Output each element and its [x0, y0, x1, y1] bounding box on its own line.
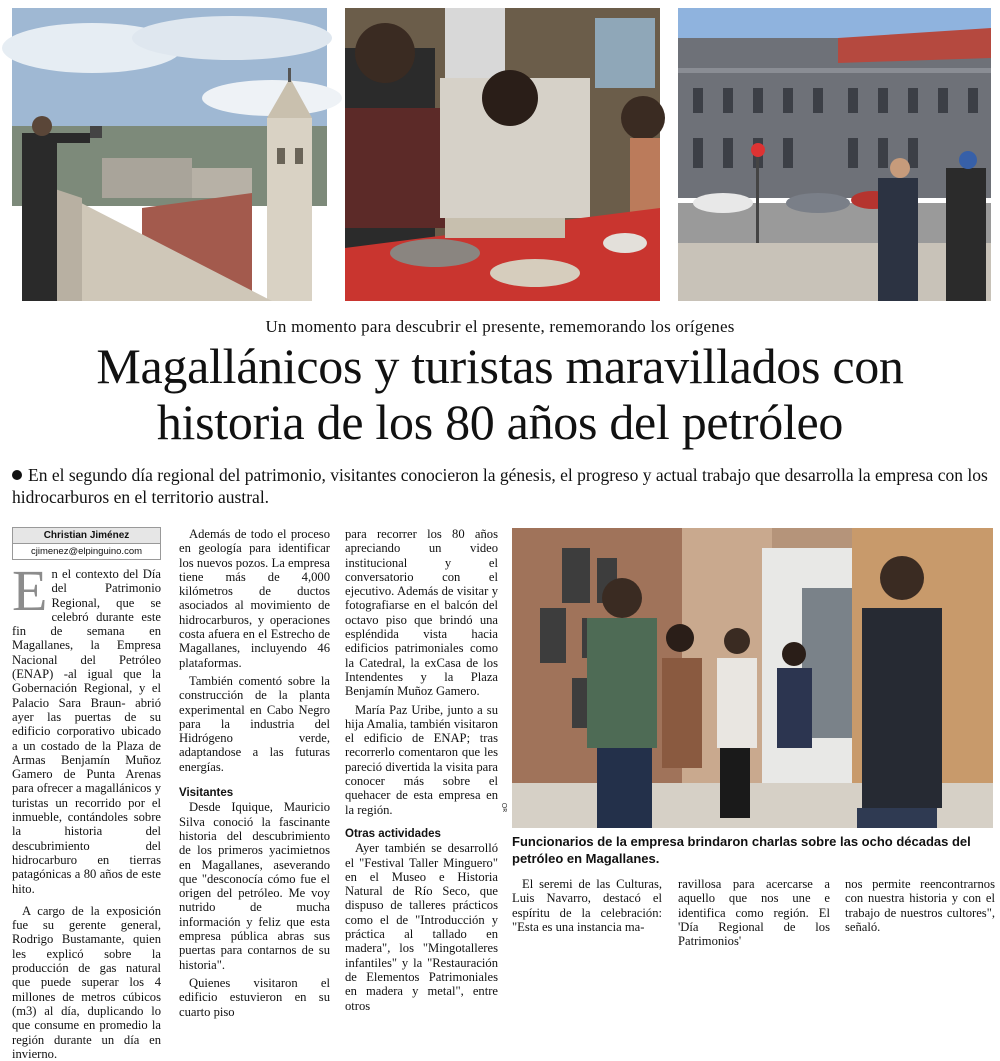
article-column-2 — [179, 527, 330, 1019]
column-paragraph: María Paz Uribe, junto a su hija Amalia, también visitaron el edificio de ENAP; tras recorrerlo comentaron que les pareció divertida la visita para conocer más sobre el quehacer de esta empresa en la región. — [345, 702, 498, 817]
article-column-1 — [12, 558, 161, 1061]
article-column-3 — [345, 527, 498, 1013]
drop-cap: E — [12, 558, 48, 623]
column-paragraph: Quienes visitaron el edificio estuvieron en su cuarto piso — [179, 975, 330, 1019]
column-paragraph: Desde Iquique, Mauricio Silva conoció la fascinante historia del descubrimiento de los primeros yacimietnos en Magallanes, aseverando que "desconocía cómo fue el origen del petróleo. Me voy nutrido de mucha información y feliz que esta empresa pública abras sus puertas para contarnos de su historia". — [179, 800, 330, 972]
column-paragraph: Además de todo el proceso en geología para identificar los nuevos pozos. La empresa tiene más de 4,000 kilómetros de ductos asociados al movimiento de hidrocarburos, y operaciones costa afuera en el Estrecho de Magallanes, incluyendo 46 plataformas. — [179, 527, 330, 670]
author-name: Christian Jiménez — [13, 528, 160, 544]
byline — [12, 527, 161, 560]
column-paragraph: También comentó sobre la construcción de la planta experimental en Cabo Negro para la industria del Hidrógeno verde, adaptandose a las futuras energías. — [179, 673, 330, 774]
author-email: cjimenez@elpinguino.com — [30, 546, 143, 557]
lead-text: En el segundo día regional del patrimonio, visitantes conocieron la génesis, el progreso y actual trabajo que desarrolla la empresa con los hidrocarburos en el territorio austral. — [12, 465, 988, 507]
bottom-column-3: nos permite reencontrarnos con nuestra historia y con el trabajo de nuestros cultores", señaló. — [845, 877, 995, 934]
bullet-icon — [12, 470, 22, 480]
photo-workshop-table — [345, 8, 660, 301]
kicker: Un momento para descubrir el presente, rememorando los orígenes — [265, 317, 735, 336]
photo-plaza-building — [678, 8, 991, 301]
headline-line-1: Magallánicos y turistas maravillados con — [96, 338, 904, 394]
headline — [0, 338, 1000, 450]
column-paragraph: A cargo de la exposición fue su gerente general, Rodrigo Bustamante, quien les explicó sobre la producción de gas natural que puede superar los 4 millones de metros cúbicos (m3) al día, duplicando lo que consume en promedio la región durante un día en invierno. — [12, 903, 161, 1061]
bottom-column-1: El seremi de las Culturas, Luis Navarro, destacó el espíritu de la celebración: "Esta es una instancia ma- — [512, 877, 662, 934]
photo-officials-talk — [512, 528, 993, 828]
headline-line-2: historia de los 80 años del petróleo — [156, 394, 844, 450]
subheading-visitantes: Visitantes — [179, 787, 234, 800]
photo-caption: Funcionarios de la empresa brindaron charlas sobre las ocho décadas del petróleo en Magallanes. — [512, 834, 971, 866]
photo-rooftop-city-view — [12, 8, 327, 301]
column-paragraph: para recorrer los 80 años apreciando un video institucional y el conversatorio con el ejecutivo. Además de visitar y fotografiarse en el balcón del octavo piso que brindó una espléndida vista hacia edificios patrimoniales como la Catedral, la exCasa de los Intendentes y la Plaza Benjamín Muñoz Gamero. — [345, 527, 498, 699]
column-paragraph: En el contexto del Día del Patrimonio Regional, que se celebró durante este fin de semana en Magallanes, la Empresa Nacional del Petróleo (ENAP) -al igual que la Gobernación Regional, y el Palacio Sara Braun- abrió ayer las puertas de su edificio corporativo ubicado a un costado de la Plaza de Armas Benjamín Muñoz Gamero de Punta Arenas para ofrecer a magallánicos y turistas un recorrido por el inmueble, contándoles sobre la historia del descubrimiento del hidrocarburo en tierras patagónicas a 80 años de este hito. — [12, 558, 161, 896]
photo-credit: ᴚО — [502, 802, 509, 812]
bottom-column-2: ravillosa para acercarse a aquello que nos une e identifica como región. El 'Día Regional de los Patrimonios' — [678, 877, 830, 949]
lead-paragraph — [12, 464, 997, 508]
subheading-otras-actividades: Otras actividades — [345, 827, 441, 840]
column-paragraph: Ayer también se desarrolló el "Festival Taller Minguero" en el Museo e Historia Natural de Río Seco, que dispuso de talleres prácticos como el de "Introducción y práctica al tallado en madera", los "Mingotalleres infantiles" y la "Restauración de Elementos Patrimoniales en madera y metal", entre otros — [345, 841, 498, 1013]
